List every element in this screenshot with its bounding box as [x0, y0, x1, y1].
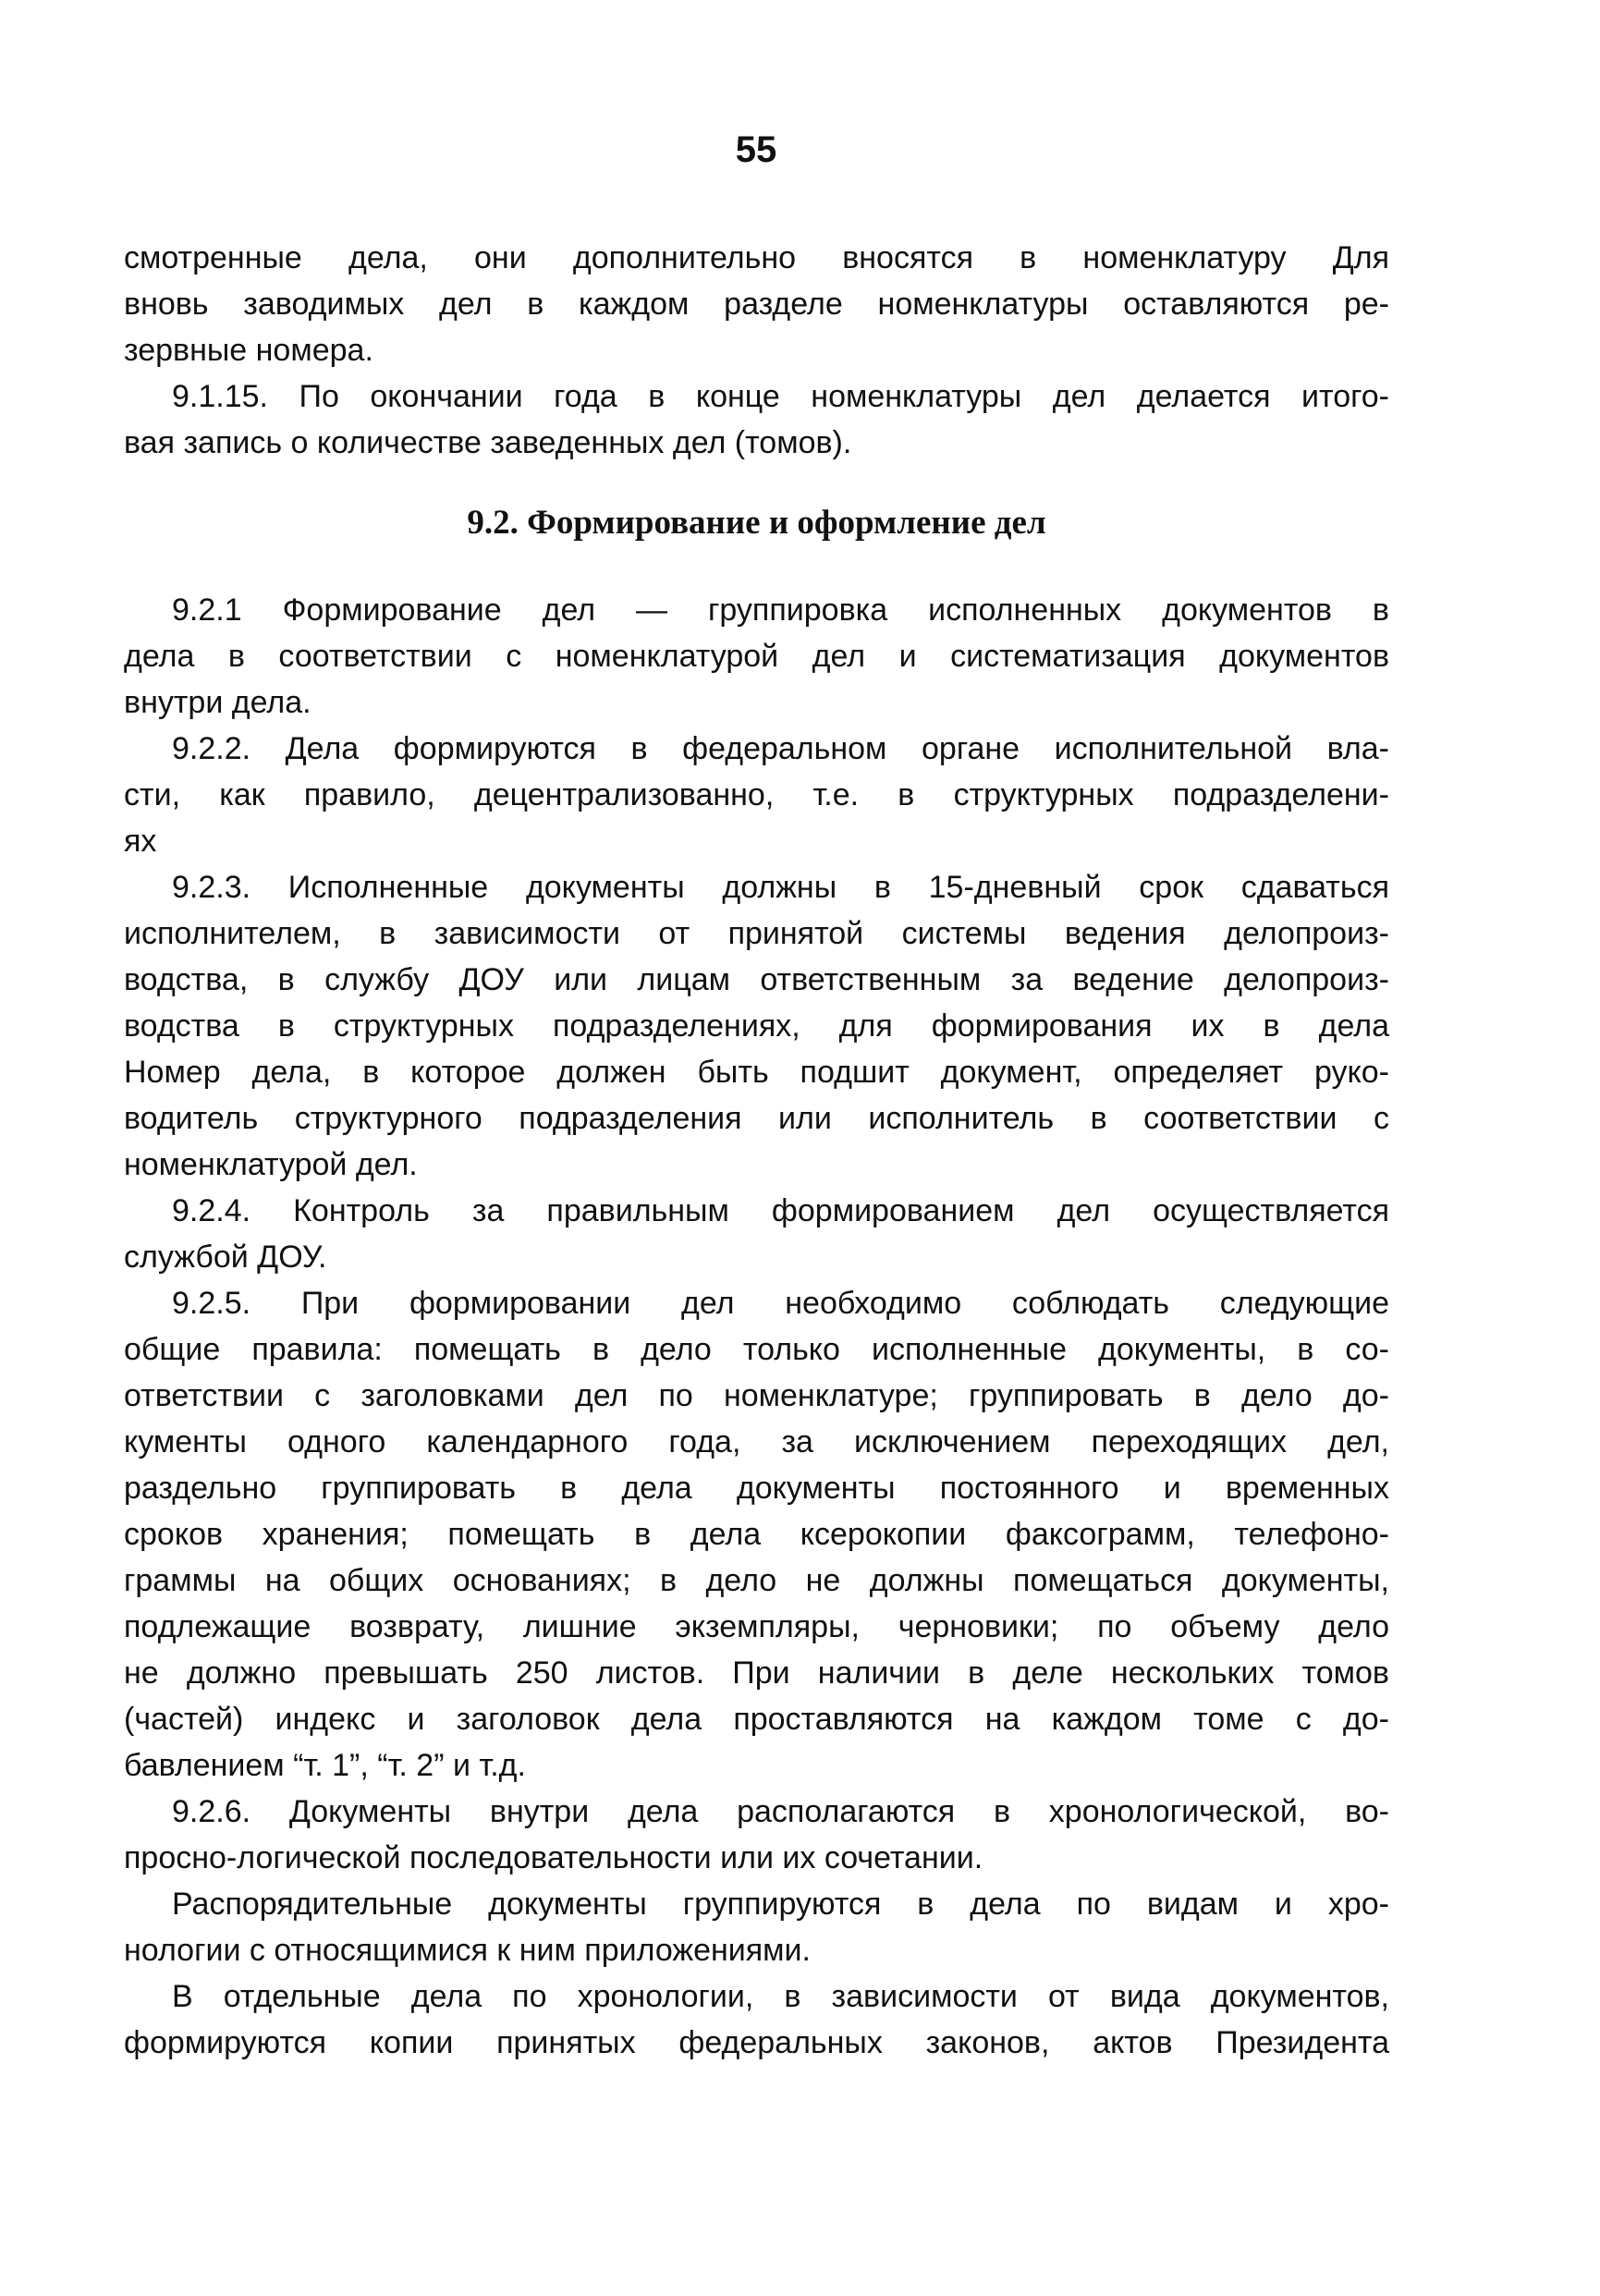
text-line: службой ДОУ.: [124, 1240, 327, 1275]
page-number: 55: [735, 129, 777, 170]
text-line: граммы на общих основаниях; в дело не должны помещаться документы,: [124, 1563, 1389, 1598]
text-line: общие правила: помещать в дело только исполненные документы, в со-: [124, 1332, 1389, 1367]
text-line: 9.2.3. Исполненные документы должны в 15-дневный срок сдаваться: [172, 870, 1389, 905]
text-line: вая запись о количестве заведенных дел (томов).: [124, 425, 852, 460]
page-body: [124, 235, 1389, 2066]
text-line: (частей) индекс и заголовок дела проставляются на каждом томе с до-: [124, 1702, 1389, 1737]
paragraph-9-2-4: [124, 1188, 1389, 1280]
text-line: сроков хранения; помещать в дела ксерокопии факсограмм, телефоно-: [124, 1517, 1389, 1552]
text-line: просно-логической последовательности или их сочетании.: [124, 1840, 983, 1875]
text-line: нологии с относящимися к ним приложениями.: [124, 1933, 811, 1968]
paragraph-9-2-3: [124, 864, 1389, 1188]
text-line: водитель структурного подразделения или исполнитель в соответствии с: [124, 1101, 1389, 1136]
text-line: ях: [124, 824, 157, 859]
text-line: бавлением “т. 1”, “т. 2” и т.д.: [124, 1748, 526, 1783]
section-heading: 9.2. Формирование и оформление дел: [467, 504, 1046, 542]
text-line: внутри дела.: [124, 685, 311, 720]
text-line: сти, как правило, децентрализованно, т.е. в структурных подразделени-: [124, 777, 1389, 812]
text-line: ответствии с заголовками дел по номенклатуре; группировать в дело до-: [124, 1378, 1389, 1413]
paragraph-9-1-15: [124, 373, 1389, 466]
text-line: кументы одного календарного года, за исключением переходящих дел,: [124, 1424, 1389, 1459]
text-line: Номер дела, в которое должен быть подшит документ, определяет руко-: [124, 1055, 1389, 1090]
paragraph: [124, 1881, 1389, 1973]
text-line: 9.2.1 Формирование дел — группировка исполненных документов в: [172, 592, 1389, 628]
paragraph-9-2-1: [124, 587, 1389, 726]
text-line: водства в структурных подразделениях, для формирования их в дела: [124, 1008, 1389, 1044]
text-line: Распорядительные документы группируются в дела по видам и хро-: [172, 1887, 1389, 1922]
text-line: зервные номера.: [124, 333, 373, 368]
text-line: водства, в службу ДОУ или лицам ответственным за ведение делопроиз-: [124, 962, 1389, 997]
text-line: 9.1.15. По окончании года в конце номенклатуры дел делается итого-: [172, 379, 1389, 414]
text-line: 9.2.6. Документы внутри дела располагаются в хронологической, во-: [172, 1794, 1389, 1829]
paragraph: [124, 1973, 1389, 2066]
text-line: 9.2.5. При формировании дел необходимо соблюдать следующие: [172, 1286, 1389, 1321]
text-line: подлежащие возврату, лишние экземпляры, черновики; по объему дело: [124, 1609, 1389, 1644]
text-line: формируются копии принятых федеральных законов, актов Президента: [124, 2025, 1389, 2060]
paragraph-9-2-6: [124, 1789, 1389, 1881]
text-line: не должно превышать 250 листов. При наличии в деле нескольких томов: [124, 1655, 1389, 1691]
text-line: номенклатурой дел.: [124, 1147, 418, 1182]
paragraph-9-2-2: [124, 726, 1389, 864]
text-line: 9.2.2. Дела формируются в федеральном органе исполнительной вла-: [172, 731, 1389, 766]
text-line: В отдельные дела по хронологии, в зависимости от вида документов,: [172, 1979, 1389, 2014]
text-line: вновь заводимых дел в каждом разделе номенклатуры оставляются ре-: [124, 287, 1389, 322]
paragraph-9-2-5: [124, 1280, 1389, 1789]
text-line: 9.2.4. Контроль за правильным формированием дел осуществляется: [172, 1193, 1389, 1228]
paragraph: [124, 235, 1389, 373]
text-line: раздельно группировать в дела документы постоянного и временных: [124, 1471, 1389, 1506]
text-line: исполнителем, в зависимости от принятой системы ведения делопроиз-: [124, 916, 1389, 951]
text-line: дела в соответствии с номенклатурой дел и систематизация документов: [124, 639, 1389, 674]
text-line: смотренные дела, они дополнительно вносятся в номенклатуру Для: [124, 240, 1389, 275]
